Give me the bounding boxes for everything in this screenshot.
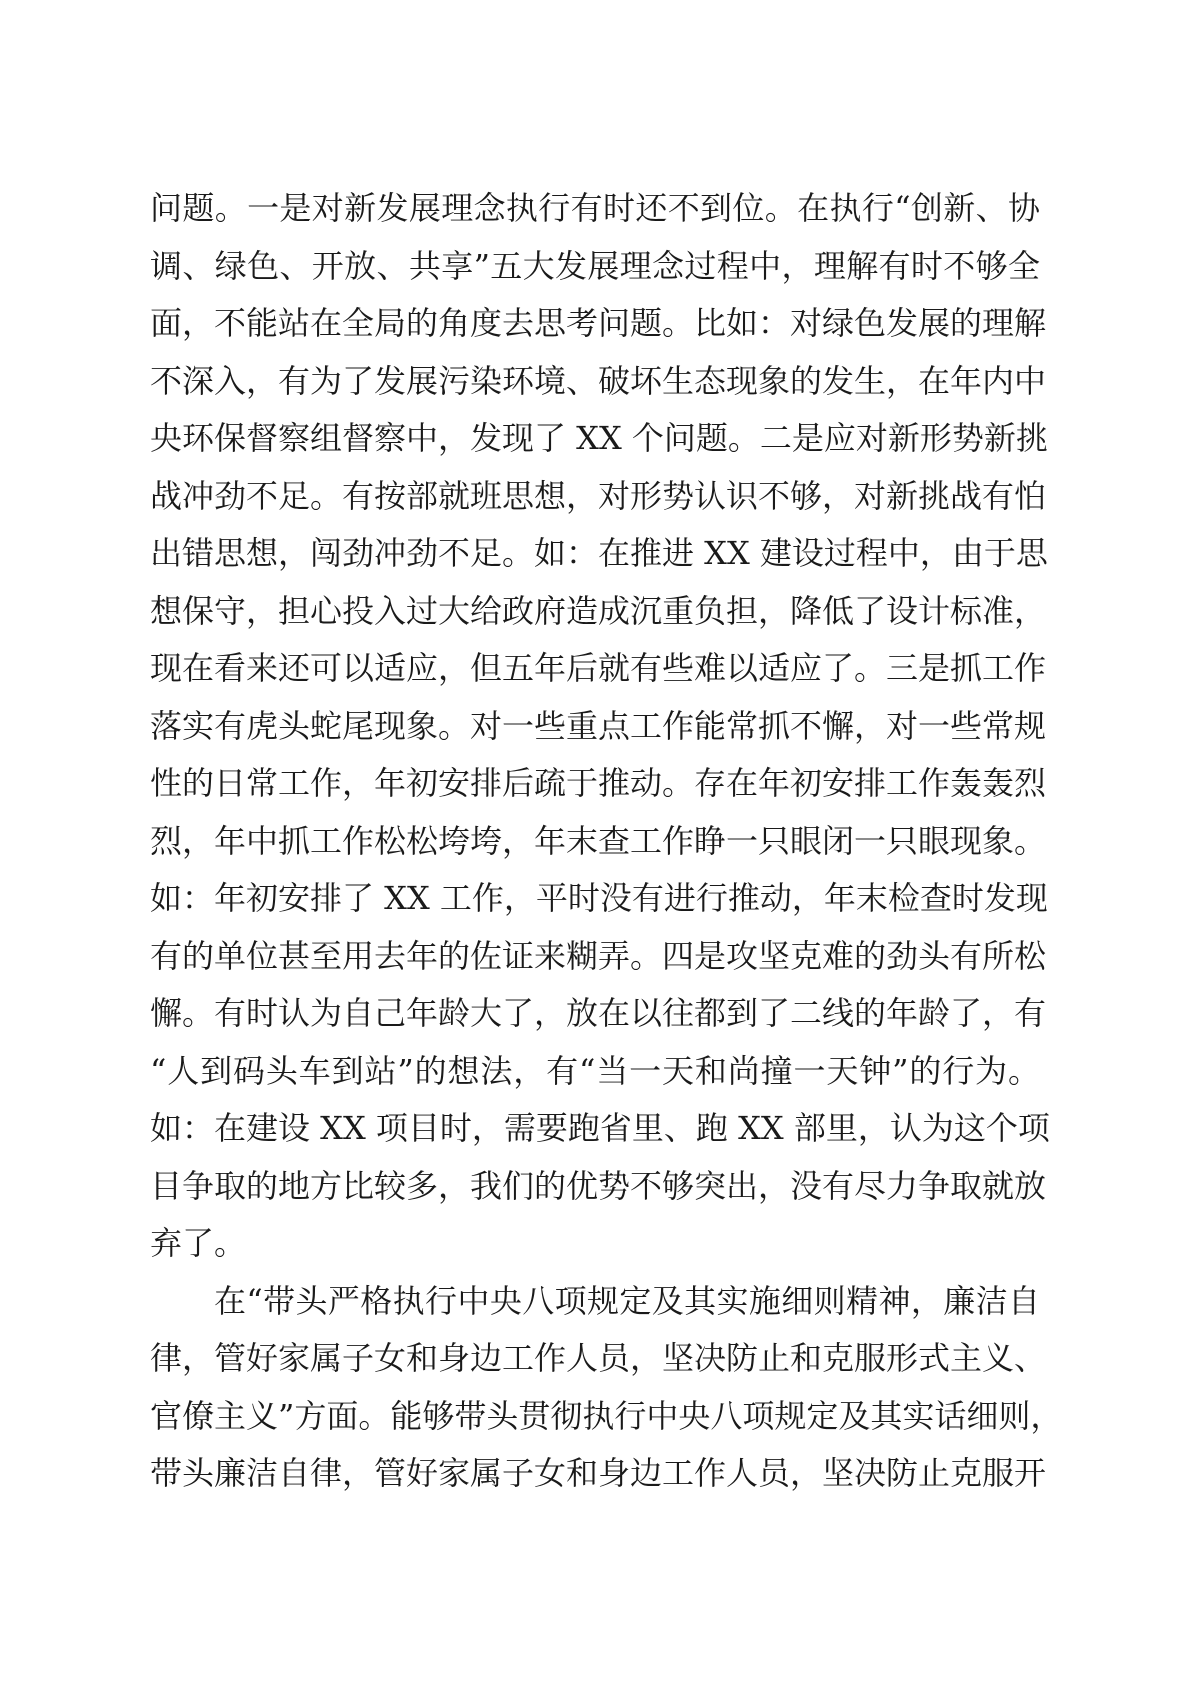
text-line: 在“带头严格执行中央八项规定及其实施细则精神，廉洁自 — [214, 1281, 1040, 1320]
text-line: 想保守，担心投入过大给政府造成沉重负担，降低了设计标准， — [150, 591, 1047, 630]
text-line: 律，管好家属子女和身边工作人员，坚决防止和克服形式主义、 — [150, 1339, 1047, 1377]
text-line: 面，不能站在全局的角度去思考问题。比如：对绿色发展的理解 — [150, 304, 1047, 342]
text-line: 有的单位甚至用去年的佐证来糊弄。四是攻坚克难的劲头有所松 — [150, 936, 1047, 975]
text-line: 不深入，有为了发展污染环境、破坏生态现象的发生，在年内中 — [150, 361, 1047, 400]
text-line: 懈。有时认为自己年龄大了，放在以往都到了二线的年龄了，有 — [150, 994, 1047, 1032]
text-line: 如：年初安排了 XX 工作，平时没有进行推动，年末检查时发现 — [150, 879, 1048, 917]
text-line: 如：在建设 XX 项目时，需要跑省里、跑 XX 部里，认为这个项 — [150, 1109, 1050, 1147]
text-line: 问题。一是对新发展理念执行有时还不到位。在执行“创新、协 — [150, 189, 1040, 227]
text-line: 烈，年中抓工作松松垮垮，年末查工作睁一只眼闭一只眼现象。 — [150, 821, 1047, 860]
paragraph-problems — [150, 180, 1050, 1273]
text-line: 性的日常工作，年初安排后疏于推动。存在年初安排工作轰轰烈 — [150, 764, 1047, 802]
text-line: 央环保督察组督察中，发现了 XX 个问题。二是应对新形势新挑 — [150, 419, 1048, 457]
text-line: 弃了。 — [150, 1224, 247, 1262]
text-line: 带头廉洁自律，管好家属子女和身边工作人员，坚决防止克服开 — [150, 1454, 1047, 1492]
text-line: 调、绿色、开放、共享”五大发展理念过程中，理解有时不够全 — [150, 246, 1040, 285]
text-line: 现在看来还可以适应，但五年后就有些难以适应了。三是抓工作 — [150, 649, 1047, 687]
text-line: 目争取的地方比较多，我们的优势不够突出，没有尽力争取就放 — [150, 1166, 1047, 1205]
text-line: 官僚主义”方面。能够带头贯彻执行中央八项规定及其实话细则， — [150, 1396, 1063, 1435]
document-body — [150, 180, 1063, 1503]
text-line: 出错思想，闯劲冲劲不足。如：在推进 XX 建设过程中，由于思 — [150, 534, 1048, 572]
paragraph-eight-rules — [150, 1273, 1063, 1503]
text-line: 落实有虎头蛇尾现象。对一些重点工作能常抓不懈，对一些常规 — [150, 706, 1047, 745]
text-line: “人到码头车到站”的想法，有“当一天和尚撞一天钟”的行为。 — [150, 1051, 1040, 1090]
text-line: 战冲劲不足。有按部就班思想，对形势认识不够，对新挑战有怕 — [150, 476, 1047, 515]
